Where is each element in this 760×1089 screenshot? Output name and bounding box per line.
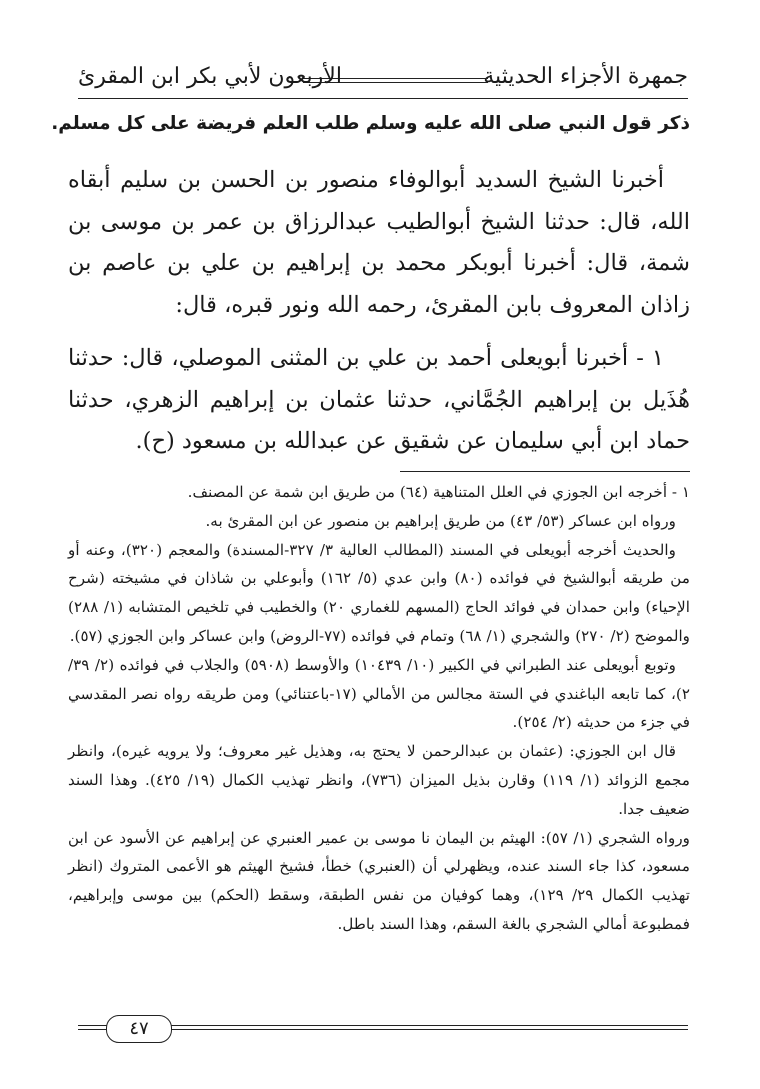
- main-text: [68, 160, 690, 463]
- header-underline: [78, 98, 688, 99]
- footnote: ١ - أخرجه ابن الجوزي في العلل المتناهية (٦٤) من طريق ابن شمة عن المصنف.: [187, 483, 690, 501]
- page-footer: [78, 1015, 688, 1045]
- hadith-paragraph: ١ - أخبرنا أبويعلى أحمد بن علي بن المثنى الموصلي، قال: حدثنا هُذَيل بن إبراهيم الجُمَّاني، حدثنا عثمان بن إبراهيم الزهري، حدثنا حماد ابن أبي سليمان عن شقيق عن عبدالله بن مسعود (ح).: [68, 345, 690, 454]
- page-number: ٤٧: [106, 1015, 172, 1043]
- footnote: وتوبع أبويعلى عند الطبراني في الكبير (١٠/ ١٠٤٣٩) والأوسط (٥٩٠٨) والجلاب في فوائده (٢/ ٣٩/ ٢)، كما تابعه الباغندي في الستة مجالس من الأمالي (١٧-باعتنائي) ومن طريقه رواه نصر المقدسي في جزء من حديثه (٢/ ٢٥٤).: [68, 655, 690, 732]
- isnad-paragraph: أخبرنا الشيخ السديد أبوالوفاء منصور بن الحسن بن سليم أبقاه الله، قال: حدثنا الشيخ أبوالطيب عبدالرزاق بن عمر بن موسى بن شمة، قال: أخبرنا أبوبكر محمد بن إبراهيم بن علي بن عاصم بن زاذان المعروف بابن المقرئ، رحمه الله ونور قبره، قال:: [68, 167, 690, 318]
- section-heading: ذكر قول النبي صلى الله عليه وسلم طلب العلم فريضة على كل مسلم.: [51, 113, 690, 134]
- header-book-title: جمهرة الأجزاء الحديثية: [483, 64, 688, 89]
- footnote: قال ابن الجوزي: (عثمان بن عبدالرحمن لا يحتج به، وهذيل غير معروف؛ ولا يرويه غيره)، وانظر مجمع الزوائد (١/ ١١٩) وقارن بذيل الميزان (٧٣٦)، وانظر تهذيب الكمال (١٩/ ٤٢٥). وهذا السند ضعيف جدا.: [68, 742, 690, 818]
- footnotes: [68, 478, 690, 939]
- footnote-separator: [400, 471, 690, 472]
- footnote: والحديث أخرجه أبويعلى في المسند (المطالب العالية ٣/ ٣٢٧-المسندة) والمعجم (٣٢٠)، وعنه أو من طريقه أبوالشيخ في فوائده (٨٠) وابن عدي (٥/ ١٦٢) وأبوعلي بن شاذان في مشيخته (شرح الإحياء) وابن حمدان في فوائد الحاج (المسهم للغماري ٢٠) والخطيب في تلخيص المتشابه (١/ ٢٨٨) والموضح (٢/ ٢٧٠) والشجري (١/ ٦٨) وتمام في فوائده (٧٧-الروض) وابن عساكر وابن الجوزي (٥٧).: [68, 540, 690, 645]
- running-header: [78, 58, 688, 98]
- footnote: ورواه الشجري (١/ ٥٧): الهيثم بن اليمان نا موسى بن عمير العنبري عن إبراهيم عن الأسود عن ابن مسعود، كذا جاء السند عنده، ويظهرلي أن (العنبري) خطأ، فشيخ الهيثم هو الأعمى المتروك (انظر تهذيب الكمال ٢٩/ ١٢٩)، وهما كوفيان من نفس الطبقة، وسقط (الحكم) بين موسى وإبراهيم، فمطبوعة أمالي الشجري بالغة السقم، وهذا السند باطل.: [68, 828, 690, 933]
- footnote: ورواه ابن عساكر (٥٣/ ٤٣) من طريق إبراهيم بن منصور عن ابن المقرئ به.: [205, 511, 676, 530]
- header-section-title: الأربعون لأبي بكر ابن المقرئ: [78, 64, 342, 89]
